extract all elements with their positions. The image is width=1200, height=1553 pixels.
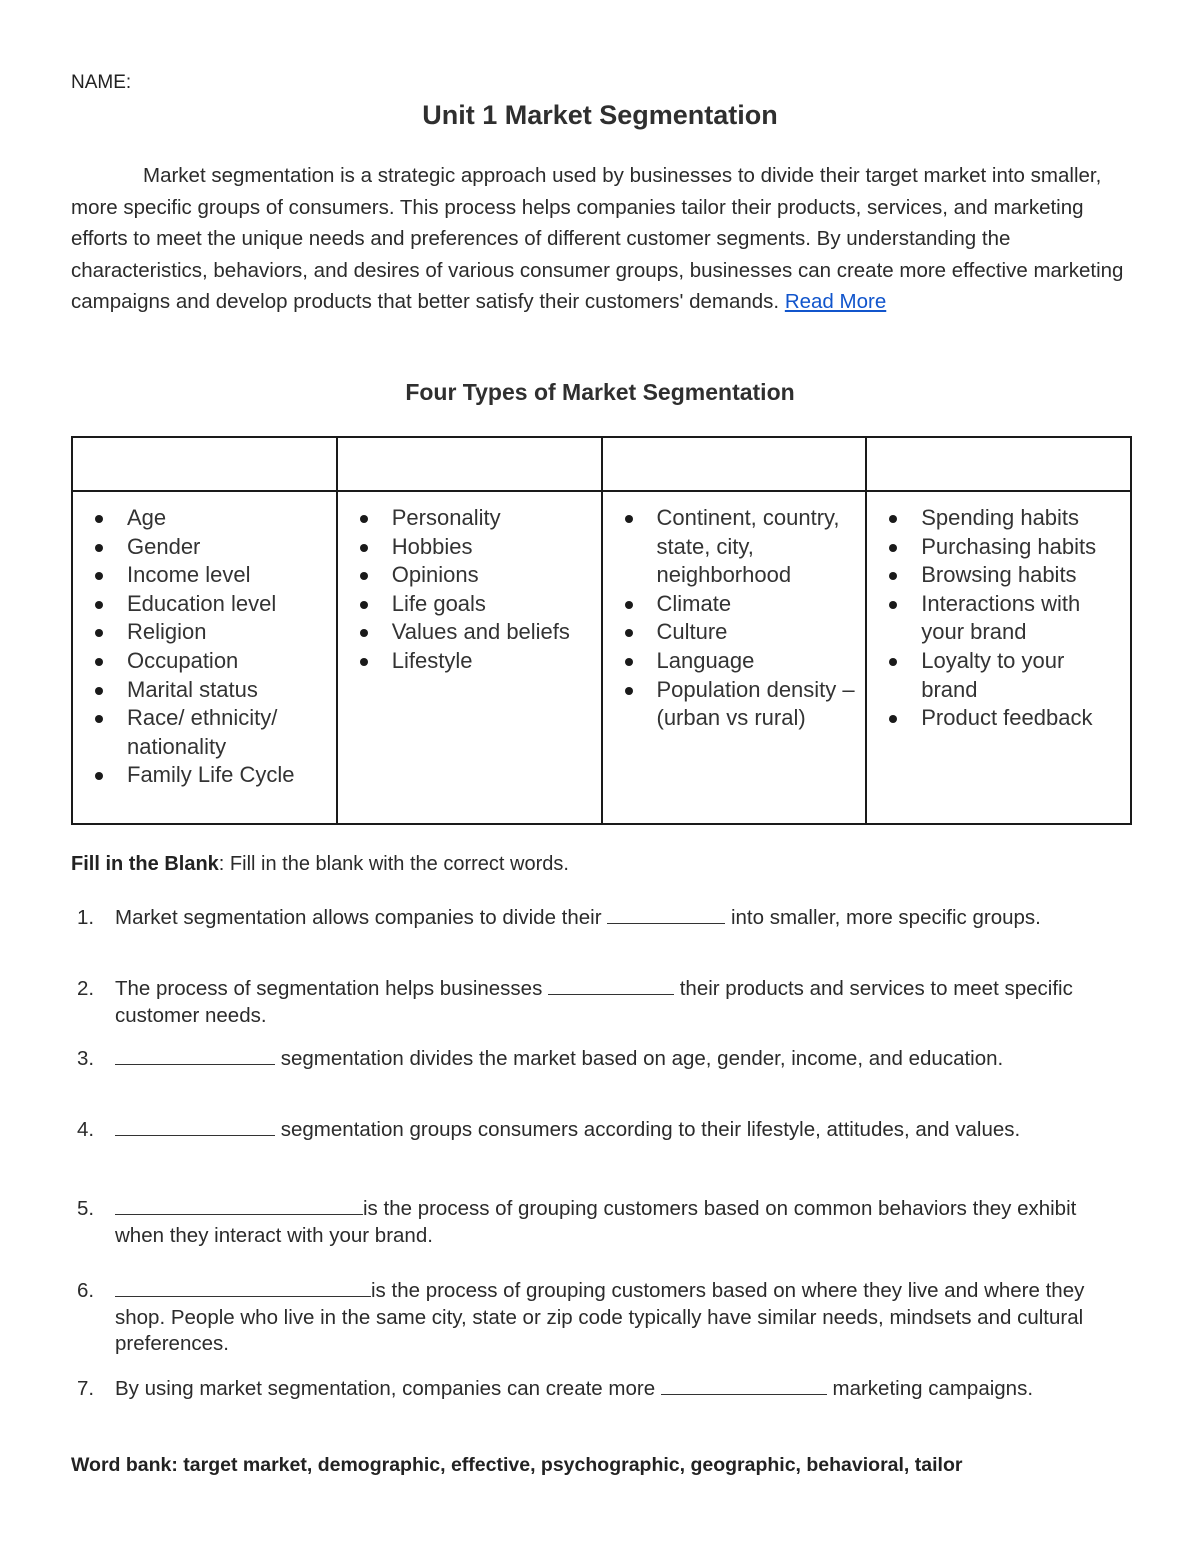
question-number: 5. <box>77 1197 95 1220</box>
list-item: Interactions with your brand <box>889 590 1120 647</box>
read-more-link[interactable]: Read More <box>784 290 887 314</box>
question-number: 1. <box>77 906 95 929</box>
list-item: Gender <box>95 533 326 562</box>
column-3-list <box>603 492 866 733</box>
list-item: Personality <box>360 504 591 533</box>
list-item: Life goals <box>360 590 591 619</box>
table-body-row <box>72 491 1131 824</box>
table-header-row <box>72 437 1131 491</box>
list-item: Continent, country, state, city, neighborhood <box>625 504 856 590</box>
list-item: Family Life Cycle <box>95 761 326 790</box>
question-text-after: is the process of grouping customers based on common behaviors they exhibit when they interact with your brand. <box>115 1197 1077 1247</box>
column-1-list <box>73 492 336 790</box>
header-cell-2[interactable] <box>337 437 602 491</box>
column-demographic-cell <box>72 491 337 824</box>
header-cell-4[interactable] <box>866 437 1131 491</box>
column-geographic-cell <box>602 491 867 824</box>
column-psychographic-cell <box>337 491 602 824</box>
list-item: Purchasing habits <box>889 533 1120 562</box>
word-bank: Word bank: target market, demographic, effective, psychographic, geographic, behavioral, tailor <box>71 1454 963 1476</box>
list-item: Loyalty to your brand <box>889 647 1120 704</box>
segmentation-table <box>71 436 1132 825</box>
question-text-after: segmentation divides the market based on age, gender, income, and education. <box>275 1047 1004 1070</box>
question-number: 4. <box>77 1118 95 1141</box>
question-text-after: is the process of grouping customers based on where they live and where they shop. People who live in the same city, state or zip code typically have similar needs, mindsets and cultural preferences. <box>115 1279 1085 1355</box>
list-item: Language <box>625 647 856 676</box>
question-7 <box>71 1376 1131 1403</box>
column-2-list <box>338 492 601 676</box>
page-title: Unit 1 Market Segmentation <box>422 100 778 130</box>
list-item: Occupation <box>95 647 326 676</box>
question-text-before: The process of segmentation helps businesses <box>115 977 549 1000</box>
list-item: Culture <box>625 618 856 647</box>
list-item: Browsing habits <box>889 561 1120 590</box>
list-item: Hobbies <box>360 533 591 562</box>
list-item: Climate <box>625 590 856 619</box>
question-text-after: their products and services to meet specific customer needs. <box>115 977 1073 1027</box>
question-number: 2. <box>77 977 95 1000</box>
question-number: 6. <box>77 1279 95 1302</box>
section-title: Four Types of Market Segmentation <box>405 379 795 405</box>
answer-blank[interactable] <box>548 976 674 995</box>
name-label: NAME: <box>71 72 132 93</box>
answer-blank[interactable] <box>115 1278 371 1297</box>
answer-blank[interactable] <box>661 1376 827 1395</box>
list-item: Spending habits <box>889 504 1120 533</box>
fill-label: Fill in the Blank <box>71 853 219 875</box>
question-text-before: Market segmentation allows companies to divide their <box>115 906 608 929</box>
question-number: 3. <box>77 1047 95 1070</box>
answer-blank[interactable] <box>115 1117 275 1136</box>
column-behavioral-cell <box>866 491 1131 824</box>
answer-blank[interactable] <box>115 1046 275 1065</box>
answer-blank[interactable] <box>607 905 725 924</box>
list-item: Values and beliefs <box>360 618 591 647</box>
column-4-list <box>867 492 1130 733</box>
list-item: Population density – (urban vs rural) <box>625 676 856 733</box>
intro-text: Market segmentation is a strategic approach used by businesses to divide their target market into smaller, more specific groups of consumers. This process helps companies tailor their products, services, and marketing efforts to meet the unique needs and preferences of different customer segments. By understanding the characteristics, behaviors, and desires of various consumer groups, businesses can create more effective marketing campaigns and develop products that better satisfy their customers' demands. <box>71 164 1124 314</box>
answer-blank[interactable] <box>115 1196 363 1215</box>
question-text-after: marketing campaigns. <box>826 1377 1034 1400</box>
question-text-before: By using market segmentation, companies can create more <box>115 1377 661 1400</box>
question-text-after: into smaller, more specific groups. <box>725 906 1041 929</box>
list-item: Education level <box>95 590 326 619</box>
question-5 <box>71 1196 1131 1249</box>
header-cell-3[interactable] <box>602 437 867 491</box>
list-item: Income level <box>95 561 326 590</box>
list-item: Product feedback <box>889 704 1120 733</box>
question-3 <box>71 1046 1131 1073</box>
fill-in-the-blank-heading <box>71 853 569 876</box>
question-4 <box>71 1117 1131 1144</box>
list-item: Marital status <box>95 676 326 705</box>
list-item: Religion <box>95 618 326 647</box>
fill-instructions: : Fill in the blank with the correct words. <box>218 853 569 875</box>
question-6 <box>71 1278 1131 1358</box>
list-item: Race/ ethnicity/ nationality <box>95 704 326 761</box>
question-number: 7. <box>77 1377 95 1400</box>
question-2 <box>71 976 1131 1029</box>
list-item: Lifestyle <box>360 647 591 676</box>
question-1 <box>71 905 1131 932</box>
header-cell-1[interactable] <box>72 437 337 491</box>
list-item: Age <box>95 504 326 533</box>
list-item: Opinions <box>360 561 591 590</box>
intro-paragraph <box>71 160 1131 318</box>
question-text-after: segmentation groups consumers according to their lifestyle, attitudes, and values. <box>275 1118 1021 1141</box>
